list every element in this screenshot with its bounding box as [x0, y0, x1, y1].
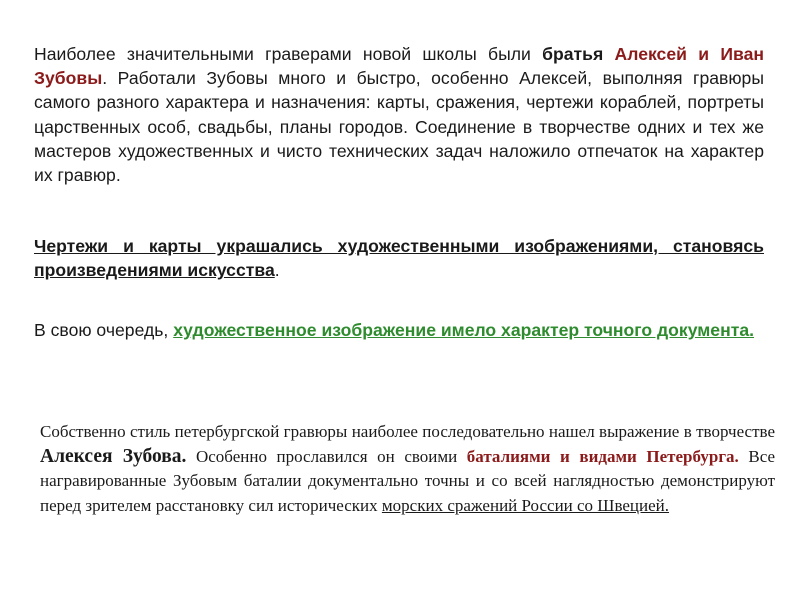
- document-lead: В свою очередь,: [34, 320, 174, 340]
- intro-brothers-word: братья: [542, 44, 604, 64]
- intro-names-space: [603, 44, 614, 64]
- drawings-end-mark: .: [274, 260, 280, 281]
- drawings-emphasis: Чертежи и карты украшались художественными изображениями, становясь произведениями искусства: [34, 236, 764, 281]
- drawings-paragraph: [34, 234, 764, 282]
- style-part1: Собственно стиль петербургской гравюры наиболее последовательно нашел выражение в творчестве: [40, 422, 775, 441]
- style-red-bold: баталиями и видами Петербурга.: [466, 446, 739, 466]
- style-part3: Все награвированные Зубовым баталии документально точны и со всей наглядностью демонстрируют перед зрителем расстановку сил исторических: [40, 446, 775, 515]
- intro-paragraph: [34, 42, 764, 187]
- intro-text-after: . Работали Зубовы много и быстро, особенно Алексей, выполняя гравюры самого разного характера и назначения: карты, сражения, чертежи кораблей, портреты царственных особ, свадьбы, планы городов. Соединение в творчестве одних и тех же мастеров художественных и чисто технических задач наложило отпечаток на характер их гравюр.: [34, 68, 764, 186]
- style-underlined: морских сражений России со Швецией.: [381, 495, 670, 515]
- style-name-bold: Алексея Зубова.: [40, 445, 187, 467]
- style-part2: Особенно прославился он своими: [186, 446, 467, 466]
- intro-text-before: Наиболее значительными граверами новой школы были: [34, 44, 543, 64]
- style-paragraph: [40, 420, 775, 518]
- document-paragraph: [34, 318, 764, 342]
- document-highlight: художественное изображение имело характер точного документа.: [173, 320, 755, 340]
- intro-names-highlight: Алексей и Иван Зубовы: [34, 44, 764, 89]
